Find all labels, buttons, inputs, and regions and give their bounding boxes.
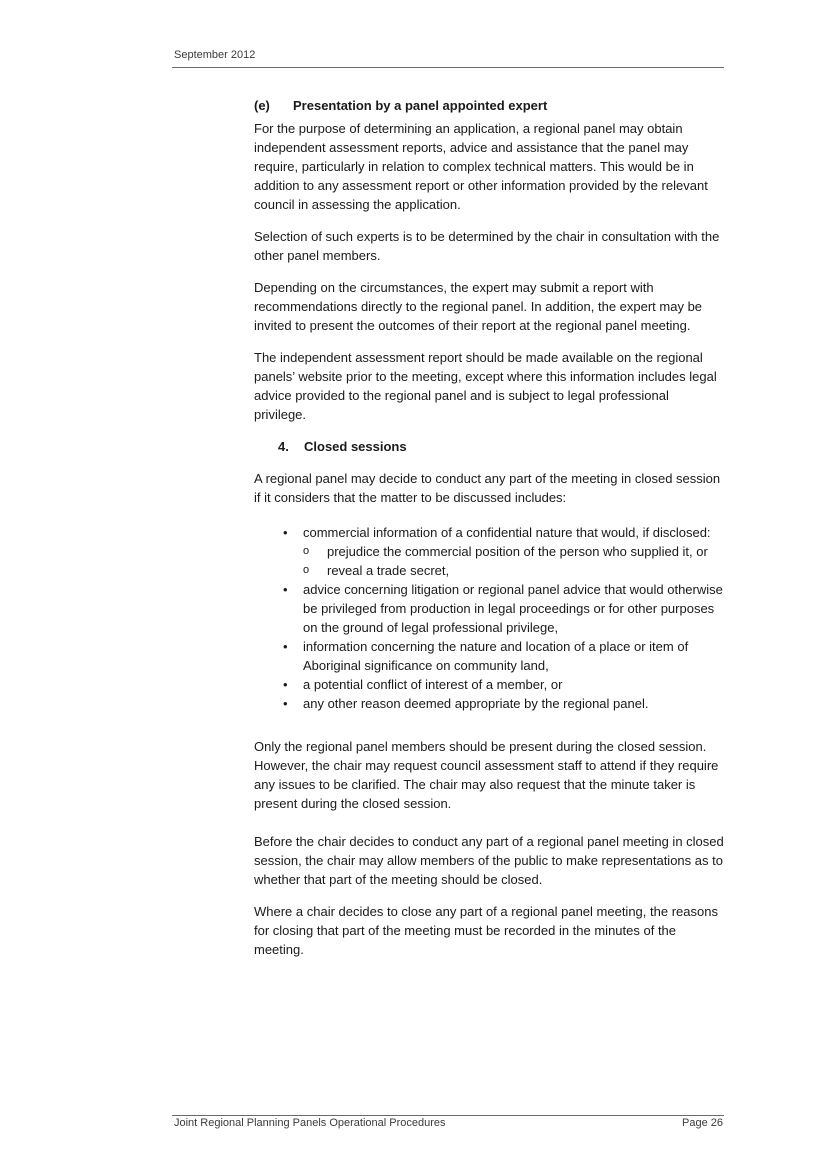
paragraph: For the purpose of determining an application, a regional panel may obtain independent assessment reports, advice and assistance that the panel may require, particularly in relation to complex technical matters. This would be in addition to any assessment report or other information provided by the relevant council in assessing the application. — [254, 121, 708, 212]
section-4-title: Closed sessions — [304, 439, 407, 454]
list-item: • advice concerning litigation or regional panel advice that would otherwise be privileged from production in legal proceedings or for other purposes on the ground of legal professional privilege, — [254, 580, 724, 637]
list-item-text: commercial information of a confidential nature that would, if disclosed: — [303, 525, 711, 540]
paragraph: Depending on the circumstances, the expert may submit a report with recommendations directly to the regional panel. In addition, the expert may be invited to present the outcomes of their report at the regional panel meeting. — [254, 280, 703, 333]
paragraph: Before the chair decides to conduct any part of a regional panel meeting in closed session, the chair may allow members of the public to make representations as to whether that part of the meeting should be closed. — [254, 834, 724, 887]
section-e-number: (e) — [254, 98, 270, 113]
list-item: • a potential conflict of interest of a member, or — [254, 675, 724, 694]
paragraph: A regional panel may decide to conduct any part of the meeting in closed session if it considers that the matter to be discussed includes: — [254, 471, 721, 505]
list-item: • information concerning the nature and location of a place or item of Aboriginal significance on community land, — [254, 637, 724, 675]
sub-list — [303, 542, 724, 580]
section-e-heading — [254, 96, 724, 115]
header-date: September 2012 — [174, 49, 256, 61]
sub-list-item: o reveal a trade secret, — [303, 561, 724, 580]
page-number: Page 26 — [682, 1117, 723, 1129]
sub-list-item: o prejudice the commercial position of the person who supplied it, or — [303, 542, 724, 561]
page-content — [254, 96, 724, 972]
list-item: • any other reason deemed appropriate by the regional panel. — [254, 694, 724, 713]
section-e-title: Presentation by a panel appointed expert — [293, 98, 548, 113]
footer-title: Joint Regional Planning Panels Operational Procedures — [174, 1117, 446, 1129]
paragraph: The independent assessment report should be made available on the regional panels’ website prior to the meeting, except where this information includes legal advice provided to the regional panel and is subject to legal professional privilege. — [254, 350, 717, 422]
paragraph: Only the regional panel members should be present during the closed session. However, the chair may request council assessment staff to attend if they require any issues to be clarified. The chair may also request that the minute taker is present during the closed session. — [254, 739, 719, 811]
paragraph: Where a chair decides to close any part of a regional panel meeting, the reasons for closing that part of the meeting must be recorded in the minutes of the meeting. — [254, 904, 718, 957]
section-4-number: 4. — [278, 439, 289, 454]
paragraph: Selection of such experts is to be determined by the chair in consultation with the other panel members. — [254, 229, 720, 263]
header-rule — [172, 67, 724, 68]
footer-rule — [172, 1115, 724, 1116]
section-4-heading — [278, 437, 724, 456]
closed-session-list — [254, 523, 724, 713]
list-item — [254, 523, 724, 580]
